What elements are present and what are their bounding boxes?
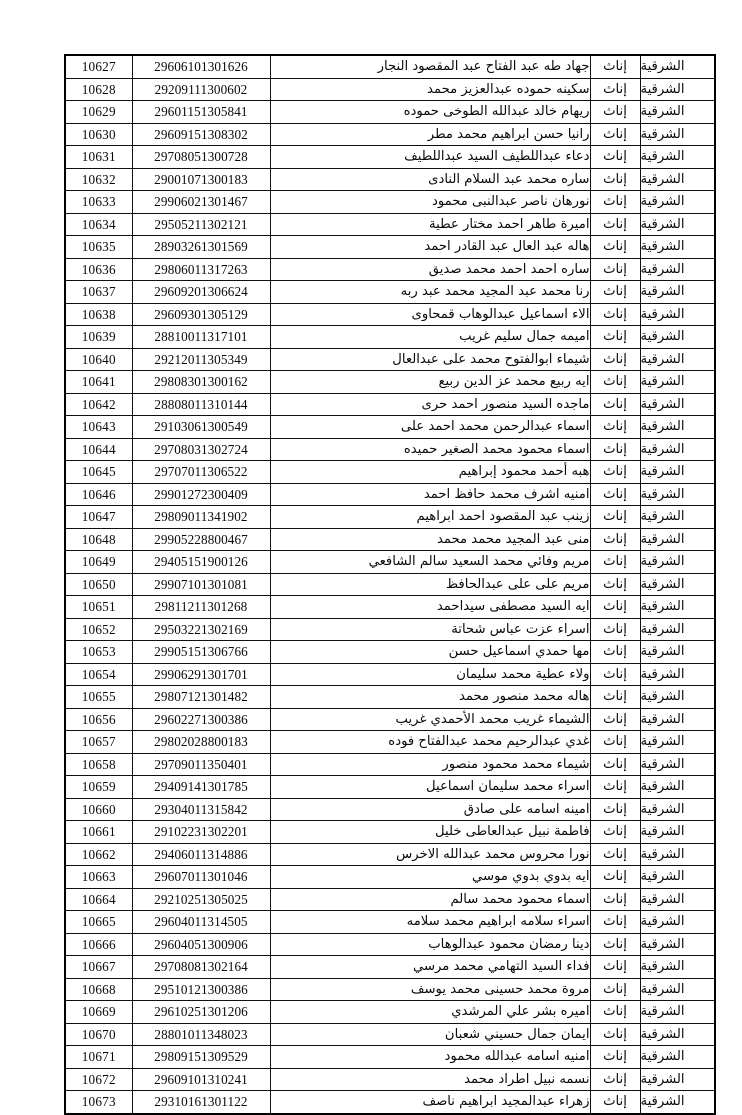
cell-name: مريم على على عبدالحافظ xyxy=(270,573,590,596)
cell-gender: إناث xyxy=(590,798,640,821)
cell-national-id: 29905151306766 xyxy=(132,641,270,664)
cell-governorate: الشرقية xyxy=(640,146,715,169)
cell-serial: 10656 xyxy=(65,708,132,731)
cell-gender: إناث xyxy=(590,978,640,1001)
cell-serial: 10648 xyxy=(65,528,132,551)
cell-serial: 10633 xyxy=(65,191,132,214)
cell-name: ساره محمد عبد السلام النادى xyxy=(270,168,590,191)
cell-gender: إناث xyxy=(590,1046,640,1069)
cell-serial: 10662 xyxy=(65,843,132,866)
table-row xyxy=(65,1023,715,1046)
cell-serial: 10658 xyxy=(65,753,132,776)
cell-serial: 10628 xyxy=(65,78,132,101)
cell-serial: 10651 xyxy=(65,596,132,619)
cell-serial: 10635 xyxy=(65,236,132,259)
cell-governorate: الشرقية xyxy=(640,236,715,259)
cell-gender: إناث xyxy=(590,191,640,214)
cell-name: غدي عبدالرحيم محمد عبدالفتاح فوده xyxy=(270,731,590,754)
cell-national-id: 29708031302724 xyxy=(132,438,270,461)
cell-national-id: 29708051300728 xyxy=(132,146,270,169)
cell-national-id: 28808011310144 xyxy=(132,393,270,416)
cell-national-id: 29604011314505 xyxy=(132,911,270,934)
table-row xyxy=(65,551,715,574)
cell-gender: إناث xyxy=(590,213,640,236)
cell-governorate: الشرقية xyxy=(640,911,715,934)
cell-name: اسراء محمد سليمان اسماعيل xyxy=(270,776,590,799)
applicants-table-body xyxy=(65,55,715,1114)
cell-governorate: الشرقية xyxy=(640,326,715,349)
cell-gender: إناث xyxy=(590,596,640,619)
table-row xyxy=(65,303,715,326)
cell-serial: 10664 xyxy=(65,888,132,911)
cell-governorate: الشرقية xyxy=(640,731,715,754)
cell-gender: إناث xyxy=(590,281,640,304)
cell-gender: إناث xyxy=(590,843,640,866)
cell-national-id: 29807121301482 xyxy=(132,686,270,709)
cell-gender: إناث xyxy=(590,371,640,394)
table-row xyxy=(65,528,715,551)
cell-governorate: الشرقية xyxy=(640,573,715,596)
table-row xyxy=(65,708,715,731)
cell-governorate: الشرقية xyxy=(640,956,715,979)
table-row xyxy=(65,731,715,754)
cell-national-id: 29901272300409 xyxy=(132,483,270,506)
cell-serial: 10636 xyxy=(65,258,132,281)
cell-national-id: 29510121300386 xyxy=(132,978,270,1001)
cell-name: شيماء محمد محمود منصور xyxy=(270,753,590,776)
table-row xyxy=(65,78,715,101)
cell-name: ساره احمد احمد محمد صديق xyxy=(270,258,590,281)
cell-name: ولاء عطية محمد سليمان xyxy=(270,663,590,686)
cell-name: ايه بدوي بدوي موسي xyxy=(270,866,590,889)
cell-name: الشيماء غريب محمد الأحمدي غريب xyxy=(270,708,590,731)
cell-name: اسماء عبدالرحمن محمد احمد على xyxy=(270,416,590,439)
cell-governorate: الشرقية xyxy=(640,393,715,416)
cell-name: ريهام خالد عبدالله الطوخى حموده xyxy=(270,101,590,124)
cell-governorate: الشرقية xyxy=(640,168,715,191)
table-row xyxy=(65,686,715,709)
cell-serial: 10645 xyxy=(65,461,132,484)
cell-name: رانيا حسن ابراهيم محمد مطر xyxy=(270,123,590,146)
cell-gender: إناث xyxy=(590,933,640,956)
cell-name: ايه ربيع محمد عز الدين ربيع xyxy=(270,371,590,394)
cell-serial: 10630 xyxy=(65,123,132,146)
cell-serial: 10649 xyxy=(65,551,132,574)
cell-gender: إناث xyxy=(590,55,640,78)
cell-serial: 10661 xyxy=(65,821,132,844)
table-row xyxy=(65,1001,715,1024)
cell-national-id: 29806011317263 xyxy=(132,258,270,281)
cell-governorate: الشرقية xyxy=(640,866,715,889)
cell-governorate: الشرقية xyxy=(640,708,715,731)
cell-serial: 10671 xyxy=(65,1046,132,1069)
cell-governorate: الشرقية xyxy=(640,753,715,776)
cell-serial: 10642 xyxy=(65,393,132,416)
cell-national-id: 29609151308302 xyxy=(132,123,270,146)
cell-national-id: 29210251305025 xyxy=(132,888,270,911)
table-row xyxy=(65,168,715,191)
cell-serial: 10629 xyxy=(65,101,132,124)
cell-name: اسراء سلامه ابراهيم محمد سلامه xyxy=(270,911,590,934)
cell-gender: إناث xyxy=(590,888,640,911)
cell-gender: إناث xyxy=(590,483,640,506)
cell-serial: 10653 xyxy=(65,641,132,664)
cell-governorate: الشرقية xyxy=(640,461,715,484)
cell-serial: 10652 xyxy=(65,618,132,641)
cell-gender: إناث xyxy=(590,1091,640,1114)
cell-gender: إناث xyxy=(590,708,640,731)
cell-serial: 10655 xyxy=(65,686,132,709)
cell-serial: 10631 xyxy=(65,146,132,169)
cell-serial: 10668 xyxy=(65,978,132,1001)
cell-gender: إناث xyxy=(590,101,640,124)
cell-national-id: 29709011350401 xyxy=(132,753,270,776)
table-row xyxy=(65,348,715,371)
cell-national-id: 29809011341902 xyxy=(132,506,270,529)
cell-national-id: 29505211302121 xyxy=(132,213,270,236)
cell-national-id: 29907101301081 xyxy=(132,573,270,596)
cell-serial: 10650 xyxy=(65,573,132,596)
cell-governorate: الشرقية xyxy=(640,191,715,214)
cell-gender: إناث xyxy=(590,663,640,686)
cell-name: نورا محروس محمد عبدالله الاخرس xyxy=(270,843,590,866)
table-row xyxy=(65,956,715,979)
cell-gender: إناث xyxy=(590,618,640,641)
table-row xyxy=(65,213,715,236)
cell-governorate: الشرقية xyxy=(640,78,715,101)
cell-name: مريم وفائي محمد السعيد سالم الشافعي xyxy=(270,551,590,574)
table-row xyxy=(65,55,715,78)
table-row xyxy=(65,821,715,844)
cell-name: فداء السيد التهامي محمد مرسي xyxy=(270,956,590,979)
cell-gender: إناث xyxy=(590,1068,640,1091)
cell-serial: 10669 xyxy=(65,1001,132,1024)
cell-name: زهراء عبدالمجيد ابراهيم ناصف xyxy=(270,1091,590,1114)
cell-governorate: الشرقية xyxy=(640,528,715,551)
table-row xyxy=(65,776,715,799)
cell-national-id: 29001071300183 xyxy=(132,168,270,191)
cell-serial: 10663 xyxy=(65,866,132,889)
cell-name: امنيه اشرف محمد حافظ احمد xyxy=(270,483,590,506)
cell-name: سكينه حموده عبدالعزيز محمد xyxy=(270,78,590,101)
cell-gender: إناث xyxy=(590,776,640,799)
cell-gender: إناث xyxy=(590,573,640,596)
cell-national-id: 29607011301046 xyxy=(132,866,270,889)
cell-governorate: الشرقية xyxy=(640,1046,715,1069)
table-row xyxy=(65,618,715,641)
cell-serial: 10634 xyxy=(65,213,132,236)
cell-name: امنيه اسامه عبدالله محمود xyxy=(270,1046,590,1069)
table-row xyxy=(65,596,715,619)
cell-gender: إناث xyxy=(590,438,640,461)
table-row xyxy=(65,191,715,214)
table-row xyxy=(65,641,715,664)
cell-national-id: 29609101310241 xyxy=(132,1068,270,1091)
cell-name: ايمان جمال حسيني شعبان xyxy=(270,1023,590,1046)
table-row xyxy=(65,281,715,304)
cell-name: جهاد طه عبد الفتاح عبد المقصود النجار xyxy=(270,55,590,78)
cell-name: اميرة طاهر احمد مختار عطية xyxy=(270,213,590,236)
cell-gender: إناث xyxy=(590,686,640,709)
cell-name: اسماء محمود محمد سالم xyxy=(270,888,590,911)
cell-governorate: الشرقية xyxy=(640,888,715,911)
cell-national-id: 29503221302169 xyxy=(132,618,270,641)
cell-governorate: الشرقية xyxy=(640,416,715,439)
table-row xyxy=(65,506,715,529)
cell-national-id: 29310161301122 xyxy=(132,1091,270,1114)
cell-serial: 10641 xyxy=(65,371,132,394)
cell-name: هاله عبد العال عبد القادر احمد xyxy=(270,236,590,259)
cell-gender: إناث xyxy=(590,753,640,776)
cell-name: شيماء ابوالفتوح محمد على عبدالعال xyxy=(270,348,590,371)
cell-national-id: 29409141301785 xyxy=(132,776,270,799)
cell-governorate: الشرقية xyxy=(640,1091,715,1114)
table-row xyxy=(65,911,715,934)
cell-governorate: الشرقية xyxy=(640,686,715,709)
table-row xyxy=(65,1046,715,1069)
table-row xyxy=(65,123,715,146)
cell-governorate: الشرقية xyxy=(640,213,715,236)
cell-name: هبه أحمد محمود إبراهيم xyxy=(270,461,590,484)
cell-name: رنا محمد عبد المجيد محمد عبد ربه xyxy=(270,281,590,304)
cell-name: دينا رمضان محمود عبدالوهاب xyxy=(270,933,590,956)
cell-serial: 10659 xyxy=(65,776,132,799)
table-row xyxy=(65,1091,715,1114)
cell-gender: إناث xyxy=(590,236,640,259)
cell-name: دعاء عبداللطيف السيد عبداللطيف xyxy=(270,146,590,169)
cell-governorate: الشرقية xyxy=(640,1001,715,1024)
cell-serial: 10632 xyxy=(65,168,132,191)
table-row xyxy=(65,101,715,124)
cell-governorate: الشرقية xyxy=(640,798,715,821)
cell-governorate: الشرقية xyxy=(640,258,715,281)
cell-serial: 10657 xyxy=(65,731,132,754)
cell-name: زينب عبد المقصود احمد ابراهيم xyxy=(270,506,590,529)
cell-governorate: الشرقية xyxy=(640,933,715,956)
cell-governorate: الشرقية xyxy=(640,101,715,124)
cell-national-id: 29606101301626 xyxy=(132,55,270,78)
cell-name: امينه اسامه على صادق xyxy=(270,798,590,821)
cell-gender: إناث xyxy=(590,731,640,754)
cell-gender: إناث xyxy=(590,168,640,191)
cell-governorate: الشرقية xyxy=(640,978,715,1001)
cell-serial: 10640 xyxy=(65,348,132,371)
cell-governorate: الشرقية xyxy=(640,1068,715,1091)
cell-gender: إناث xyxy=(590,303,640,326)
cell-gender: إناث xyxy=(590,416,640,439)
cell-name: منى عبد المجيد محمد محمد xyxy=(270,528,590,551)
table-row xyxy=(65,393,715,416)
table-row xyxy=(65,236,715,259)
cell-name: فاطمة نبيل عبدالعاطى خليل xyxy=(270,821,590,844)
cell-serial: 10673 xyxy=(65,1091,132,1114)
cell-serial: 10660 xyxy=(65,798,132,821)
cell-name: اميره بشر علي المرشدي xyxy=(270,1001,590,1024)
cell-serial: 10627 xyxy=(65,55,132,78)
cell-governorate: الشرقية xyxy=(640,551,715,574)
cell-gender: إناث xyxy=(590,348,640,371)
cell-governorate: الشرقية xyxy=(640,663,715,686)
cell-name: اميمه جمال سليم غريب xyxy=(270,326,590,349)
cell-serial: 10670 xyxy=(65,1023,132,1046)
cell-governorate: الشرقية xyxy=(640,371,715,394)
cell-gender: إناث xyxy=(590,528,640,551)
table-row xyxy=(65,371,715,394)
cell-national-id: 29406011314886 xyxy=(132,843,270,866)
applicants-table-container xyxy=(66,54,716,1115)
cell-national-id: 29809151309529 xyxy=(132,1046,270,1069)
table-row xyxy=(65,573,715,596)
cell-serial: 10665 xyxy=(65,911,132,934)
table-row xyxy=(65,933,715,956)
cell-serial: 10643 xyxy=(65,416,132,439)
cell-national-id: 29604051300906 xyxy=(132,933,270,956)
cell-national-id: 29601151305841 xyxy=(132,101,270,124)
cell-national-id: 29811211301268 xyxy=(132,596,270,619)
table-row xyxy=(65,843,715,866)
cell-name: ايه السيد مصطفى سيداحمد xyxy=(270,596,590,619)
cell-serial: 10667 xyxy=(65,956,132,979)
cell-gender: إناث xyxy=(590,326,640,349)
cell-national-id: 28810011317101 xyxy=(132,326,270,349)
cell-national-id: 29906291301701 xyxy=(132,663,270,686)
cell-gender: إناث xyxy=(590,258,640,281)
cell-serial: 10639 xyxy=(65,326,132,349)
cell-serial: 10646 xyxy=(65,483,132,506)
applicants-table xyxy=(64,54,716,1115)
table-row xyxy=(65,461,715,484)
cell-gender: إناث xyxy=(590,78,640,101)
cell-name: نورهان ناصر عبدالنبى محمود xyxy=(270,191,590,214)
cell-national-id: 29905228800467 xyxy=(132,528,270,551)
cell-national-id: 29609201306624 xyxy=(132,281,270,304)
cell-name: اسراء عزت عباس شحاتة xyxy=(270,618,590,641)
cell-national-id: 29906021301467 xyxy=(132,191,270,214)
cell-national-id: 29102231302201 xyxy=(132,821,270,844)
cell-governorate: الشرقية xyxy=(640,303,715,326)
cell-gender: إناث xyxy=(590,123,640,146)
cell-governorate: الشرقية xyxy=(640,641,715,664)
table-row xyxy=(65,416,715,439)
table-row xyxy=(65,753,715,776)
cell-gender: إناث xyxy=(590,641,640,664)
cell-gender: إناث xyxy=(590,1023,640,1046)
table-row xyxy=(65,978,715,1001)
cell-gender: إناث xyxy=(590,911,640,934)
cell-gender: إناث xyxy=(590,956,640,979)
cell-governorate: الشرقية xyxy=(640,483,715,506)
cell-serial: 10647 xyxy=(65,506,132,529)
cell-serial: 10672 xyxy=(65,1068,132,1091)
cell-national-id: 29610251301206 xyxy=(132,1001,270,1024)
cell-governorate: الشرقية xyxy=(640,1023,715,1046)
cell-national-id: 28903261301569 xyxy=(132,236,270,259)
cell-governorate: الشرقية xyxy=(640,348,715,371)
table-row xyxy=(65,326,715,349)
table-row xyxy=(65,483,715,506)
cell-gender: إناث xyxy=(590,506,640,529)
cell-governorate: الشرقية xyxy=(640,618,715,641)
cell-serial: 10654 xyxy=(65,663,132,686)
cell-gender: إناث xyxy=(590,461,640,484)
cell-name: نسمه نبيل اطراد محمد xyxy=(270,1068,590,1091)
cell-name: الاء اسماعيل عبدالوهاب قمحاوى xyxy=(270,303,590,326)
cell-national-id: 29602271300386 xyxy=(132,708,270,731)
cell-national-id: 29304011315842 xyxy=(132,798,270,821)
table-row xyxy=(65,663,715,686)
cell-gender: إناث xyxy=(590,866,640,889)
cell-national-id: 29405151900126 xyxy=(132,551,270,574)
cell-national-id: 29609301305129 xyxy=(132,303,270,326)
cell-governorate: الشرقية xyxy=(640,506,715,529)
cell-gender: إناث xyxy=(590,146,640,169)
cell-national-id: 28801011348023 xyxy=(132,1023,270,1046)
cell-gender: إناث xyxy=(590,1001,640,1024)
table-row xyxy=(65,1068,715,1091)
cell-governorate: الشرقية xyxy=(640,843,715,866)
cell-governorate: الشرقية xyxy=(640,123,715,146)
cell-serial: 10644 xyxy=(65,438,132,461)
cell-serial: 10666 xyxy=(65,933,132,956)
cell-name: ماجده السيد منصور احمد حرى xyxy=(270,393,590,416)
cell-serial: 10637 xyxy=(65,281,132,304)
cell-national-id: 29808301300162 xyxy=(132,371,270,394)
cell-governorate: الشرقية xyxy=(640,596,715,619)
cell-name: مها حمدي اسماعيل حسن xyxy=(270,641,590,664)
cell-name: هاله محمد منصور محمد xyxy=(270,686,590,709)
cell-serial: 10638 xyxy=(65,303,132,326)
table-row xyxy=(65,438,715,461)
cell-governorate: الشرقية xyxy=(640,438,715,461)
cell-national-id: 29708081302164 xyxy=(132,956,270,979)
table-row xyxy=(65,258,715,281)
cell-national-id: 29802028800183 xyxy=(132,731,270,754)
cell-gender: إناث xyxy=(590,393,640,416)
cell-name: اسماء محمود محمد الصغير حميده xyxy=(270,438,590,461)
cell-national-id: 29707011306522 xyxy=(132,461,270,484)
cell-governorate: الشرقية xyxy=(640,821,715,844)
table-row xyxy=(65,866,715,889)
cell-national-id: 29209111300602 xyxy=(132,78,270,101)
cell-national-id: 29103061300549 xyxy=(132,416,270,439)
table-row xyxy=(65,798,715,821)
cell-national-id: 29212011305349 xyxy=(132,348,270,371)
cell-name: مروة محمد حسينى محمد يوسف xyxy=(270,978,590,1001)
cell-gender: إناث xyxy=(590,551,640,574)
cell-gender: إناث xyxy=(590,821,640,844)
cell-governorate: الشرقية xyxy=(640,776,715,799)
cell-governorate: الشرقية xyxy=(640,281,715,304)
cell-governorate: الشرقية xyxy=(640,55,715,78)
table-row xyxy=(65,146,715,169)
table-row xyxy=(65,888,715,911)
